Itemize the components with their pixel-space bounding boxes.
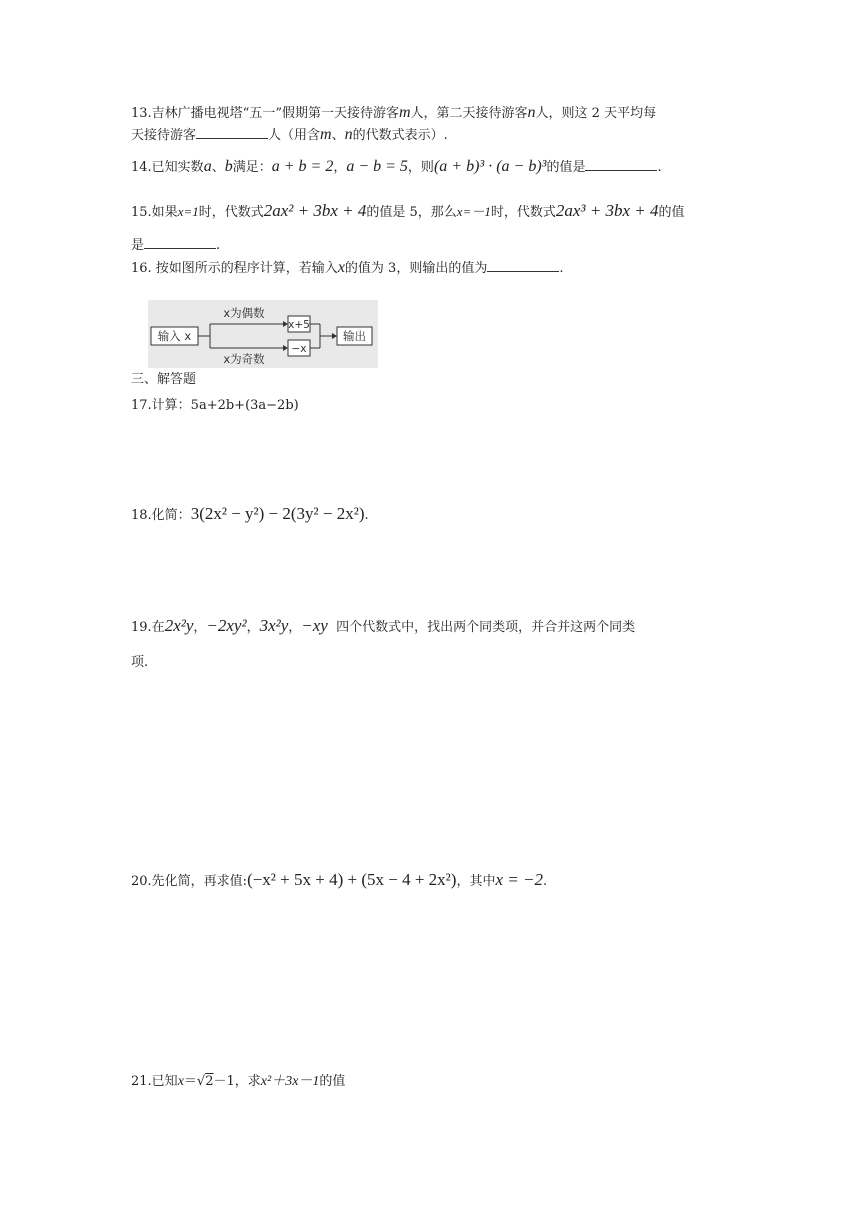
expression-1: 2ax² + 3bx + 4 [263,201,367,220]
condition: x = −2 [495,870,543,889]
equation-1: a + b = 2 [271,158,334,175]
question-13-line-2: 天接待游客 人（用含m、n的代数式表示）. [131,126,448,143]
question-16: 16. 按如图所示的程序计算，若输入x的值为 3，则输出的值为 . [131,259,564,276]
question-20: 20.先化简，再求值:(−x² + 5x + 4) + (5x − 4 + 2x²)，其中x = −2. [131,870,548,889]
question-15-line-1: 15.如果x=1时，代数式2ax² + 3bx + 4的值是 5，那么x=－1时，代数式2ax³ + 3bx + 4的值 [131,201,685,220]
term-2: −2xy² [206,616,247,635]
even-label: x为偶数 [223,306,265,320]
expression: 3(2x² − y²) − 2(3y² − 2x²) [190,504,365,523]
question-17: 17.计算：5a+2b+(3a−2b) [131,398,299,413]
term-3: 3x²y [259,616,289,635]
answer-blank[interactable] [487,257,559,272]
input-label: 输入 x [157,329,192,343]
expression: (−x² + 5x + 4) + (5x − 4 + 2x²) [247,870,457,889]
question-15-line-2: 是 . [131,234,220,255]
question-19-line-2: 项. [131,655,149,670]
program-flowchart [148,300,378,368]
expression-2: 2ax³ + 3bx + 4 [555,201,659,220]
term-1: 2x²y [164,616,194,635]
answer-blank[interactable] [585,156,657,171]
answer-blank[interactable] [144,234,216,249]
odd-op: −x [291,343,307,355]
odd-label: x为奇数 [223,352,265,366]
sqrt-symbol: √ [196,1074,206,1089]
expression: (a + b)³ · (a − b)³ [433,158,547,175]
output-label: 输出 [343,329,366,343]
question-13-line-1: 13.吉林广播电视塔“五一”假期第一天接待游客m人，第二天接待游客n人，则这 2 天平均每 [131,104,657,121]
question-18: 18.化简：3(2x² − y²) − 2(3y² − 2x²). [131,504,369,523]
question-19-line-1: 19.在2x²y，−2xy²，3x²y，−xy 四个代数式中，找出两个同类项，并合并这两个同类 [131,616,636,635]
expression: x²＋3x－1 [260,1074,320,1089]
answer-blank[interactable] [196,124,268,139]
question-21: 21.已知x＝√2－1，求x²＋3x－1的值 [131,1074,346,1089]
equation-2: a − b = 5 [346,158,408,175]
even-op: x+5 [288,319,310,331]
term-4: −xy [301,616,328,635]
section-title: 三、解答题 [131,372,197,387]
var-m: m [398,104,411,121]
var-n: n [527,104,536,121]
sqrt-radicand: 2 [205,1074,214,1089]
question-14: 14.已知实数a、b满足：a + b = 2，a − b = 5，则(a + b)³ · (a − b)³的值是 . [131,158,662,175]
